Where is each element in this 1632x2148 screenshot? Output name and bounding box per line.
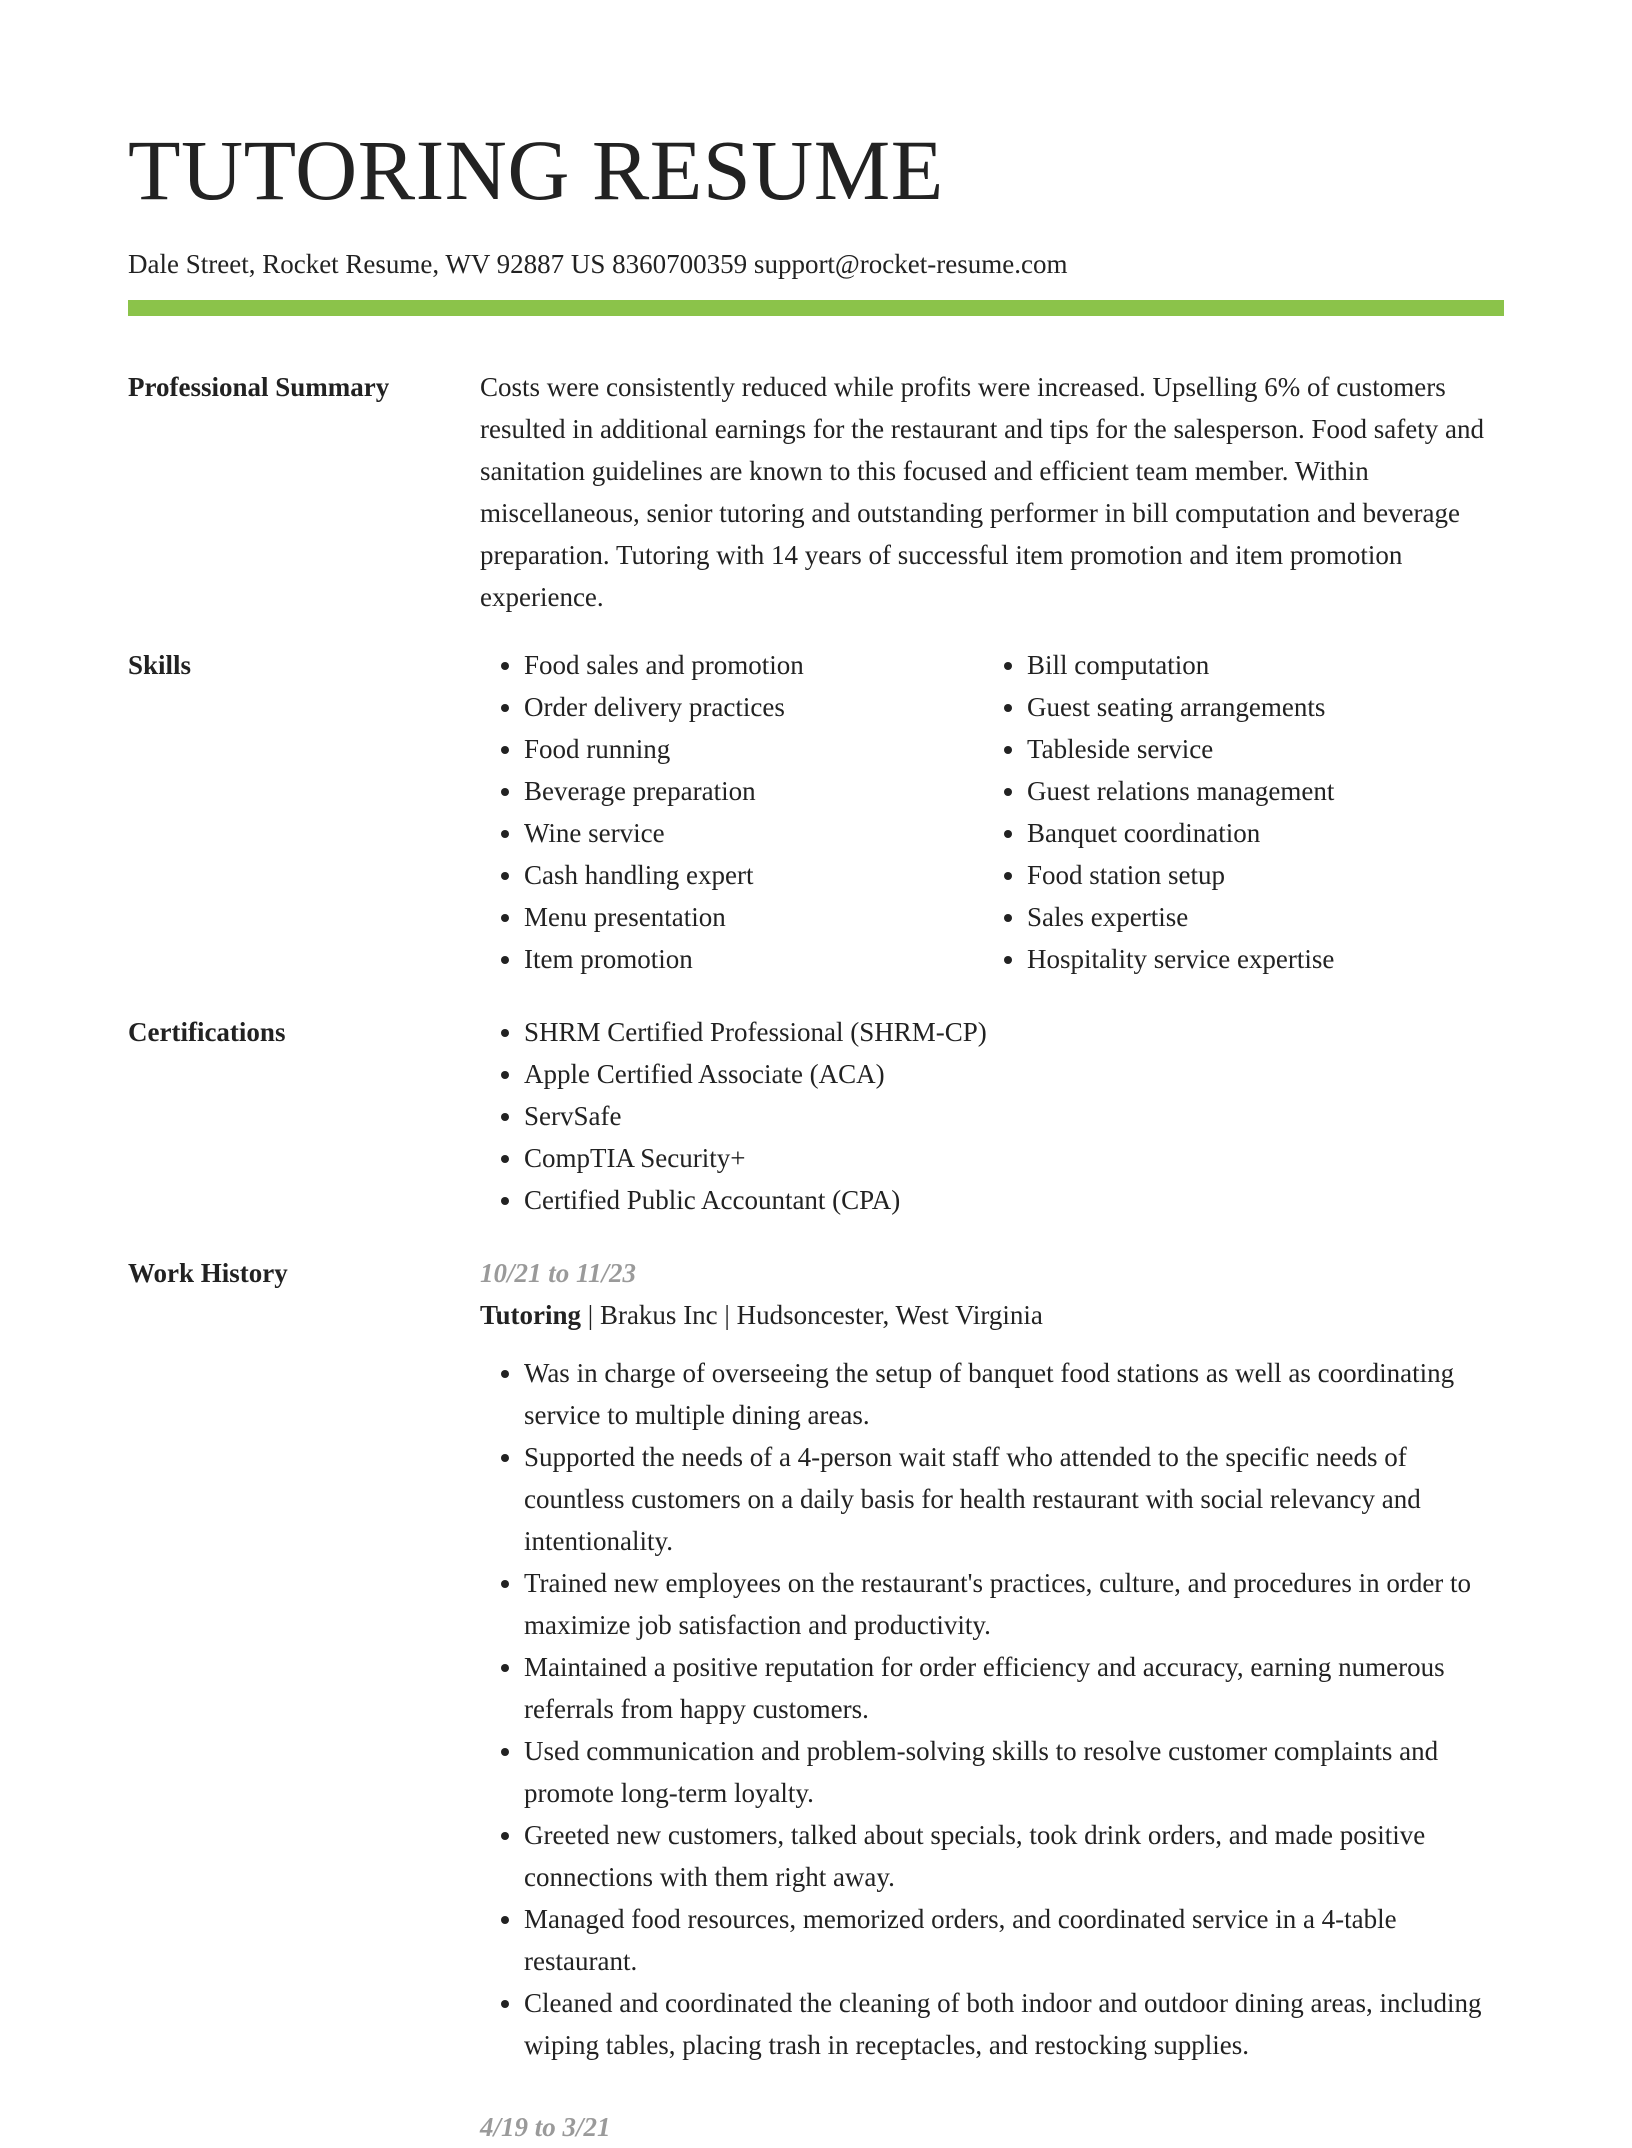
job-details: | Brakus Inc | Hudsoncester, West Virginia [581, 1300, 1043, 1330]
skill-item: • Menu presentation [524, 896, 983, 938]
skill-item: • Banquet coordination [1027, 812, 1486, 854]
section-label-skills: Skills [128, 650, 192, 680]
skill-item: • Food running [524, 728, 983, 770]
job-bullet: • Was in charge of overseeing the setup of banquet food stations as well as coordinating service to multiple dining areas. [524, 1352, 1504, 1436]
job-bullet: • Trained new employees on the restaurant's practices, culture, and procedures in order to maximize job satisfaction and productivity. [524, 1562, 1504, 1646]
job-header [480, 1294, 1504, 1336]
certifications-list [480, 1011, 1504, 1221]
skill-item: • Beverage preparation [524, 770, 983, 812]
skill-item: • Wine service [524, 812, 983, 854]
skills-section [128, 644, 1504, 980]
skill-item: • Guest seating arrangements [1027, 686, 1486, 728]
section-label-work-history: Work History [128, 1258, 288, 1288]
job-bullet: • Managed food resources, memorized orders, and coordinated service in a 4-table restaurant. [524, 1898, 1504, 1982]
certification-item: • CompTIA Security+ [524, 1137, 1504, 1179]
skill-item: • Tableside service [1027, 728, 1486, 770]
skill-item: • Sales expertise [1027, 896, 1486, 938]
skills-list-right [983, 644, 1486, 980]
skill-item: • Bill computation [1027, 644, 1486, 686]
skill-item: • Item promotion [524, 938, 983, 980]
certification-item: • ServSafe [524, 1095, 1504, 1137]
skill-item: • Food station setup [1027, 854, 1486, 896]
resume-title: TUTORING RESUME [128, 122, 944, 218]
section-label-summary: Professional Summary [128, 372, 390, 402]
certification-item: • Apple Certified Associate (ACA) [524, 1053, 1504, 1095]
job-bullet-list [480, 1352, 1504, 2066]
certification-item: • Certified Public Accountant (CPA) [524, 1179, 1504, 1221]
job-bullet: • Maintained a positive reputation for order efficiency and accuracy, earning numerous referrals from happy customers. [524, 1646, 1504, 1730]
skills-list-left [480, 644, 983, 980]
skill-item: • Guest relations management [1027, 770, 1486, 812]
skill-item: • Hospitality service expertise [1027, 938, 1486, 980]
job-bullet: • Greeted new customers, talked about specials, took drink orders, and made positive connections with them right away. [524, 1814, 1504, 1898]
job-bullet: • Cleaned and coordinated the cleaning of both indoor and outdoor dining areas, including wiping tables, placing trash in receptacles, and restocking supplies. [524, 1982, 1504, 2066]
section-label-certifications: Certifications [128, 1017, 286, 1047]
job-role: Tutoring [480, 1300, 582, 1330]
accent-divider [128, 300, 1504, 316]
summary-section [128, 366, 1504, 618]
job-bullet: • Supported the needs of a 4-person wait staff who attended to the specific needs of countless customers on a daily basis for health restaurant with social relevancy and intentionality. [524, 1436, 1504, 1562]
skill-item: • Food sales and promotion [524, 644, 983, 686]
certifications-section [128, 1011, 1504, 1221]
work-history-section [128, 1252, 1504, 2148]
skill-item: • Cash handling expert [524, 854, 983, 896]
contact-line: Dale Street, Rocket Resume, WV 92887 US 8360700359 support@rocket-resume.com [128, 249, 1068, 279]
job-dates: 4/19 to 3/21 [480, 2112, 611, 2142]
summary-text: Costs were consistently reduced while profits were increased. Upselling 6% of customers resulted in additional earnings for the restaurant and tips for the salesperson. Food safety and sanitation guidelines are known to this focused and efficient team member. Within miscellaneous, senior tutoring and outstanding performer in bill computation and beverage preparation. Tutoring with 14 years of successful item promotion and item promotion experience. [480, 372, 1484, 612]
certification-item: • SHRM Certified Professional (SHRM-CP) [524, 1011, 1504, 1053]
job-dates: 10/21 to 11/23 [480, 1258, 637, 1288]
resume-page [128, 0, 1504, 2148]
job-bullet: • Used communication and problem-solving skills to resolve customer complaints and promote long-term loyalty. [524, 1730, 1504, 1814]
skill-item: • Order delivery practices [524, 686, 983, 728]
